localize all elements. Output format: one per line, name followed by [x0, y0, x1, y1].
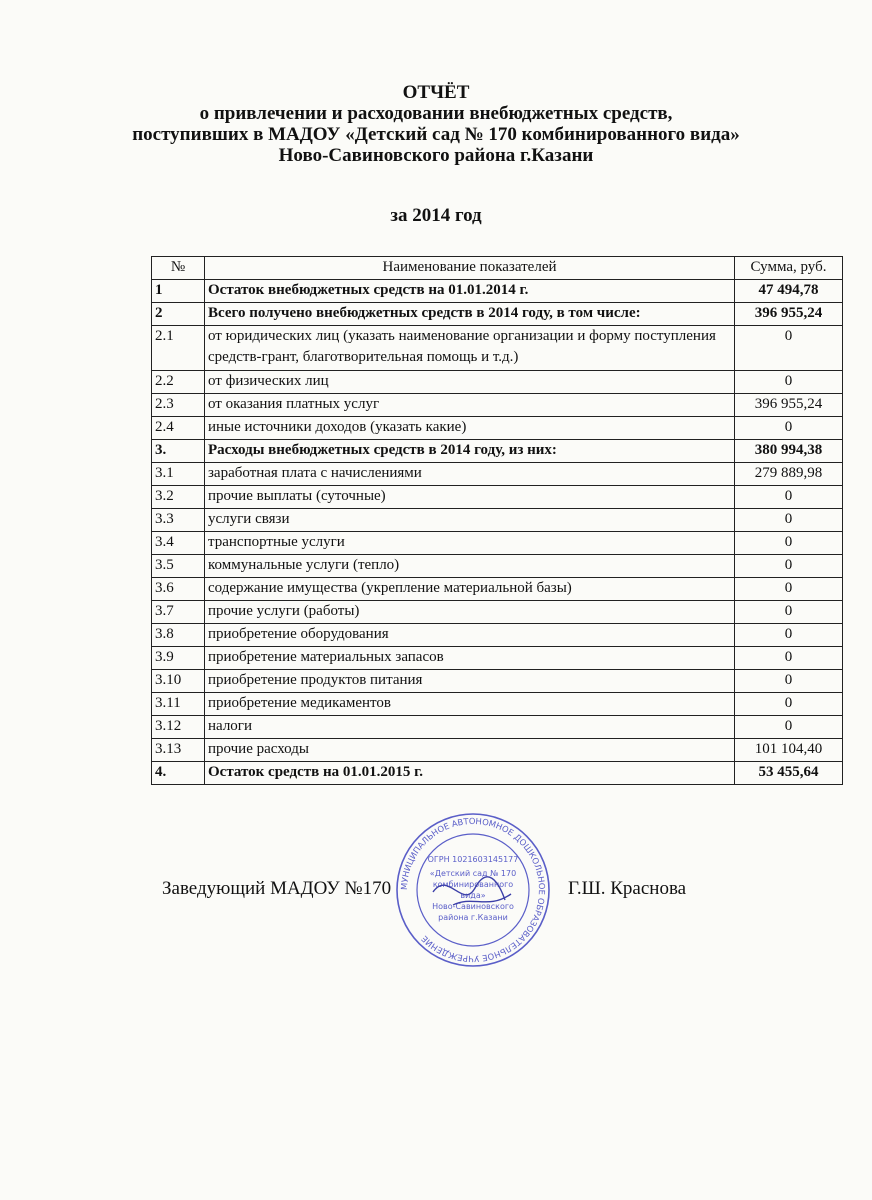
row-num: 1: [152, 280, 205, 303]
row-name: налоги: [205, 716, 735, 739]
stamp-line-1: «Детский сад № 170: [429, 869, 517, 878]
table-row: [152, 417, 843, 440]
row-num: 3.4: [152, 532, 205, 555]
row-sum: 0: [735, 486, 843, 509]
row-num: 3.13: [152, 739, 205, 762]
row-sum: 0: [735, 601, 843, 624]
table-row: [152, 739, 843, 762]
row-name: от оказания платных услуг: [205, 394, 735, 417]
row-num: 3.3: [152, 509, 205, 532]
title-line-2: о привлечении и расходовании внебюджетных средств,: [199, 103, 673, 124]
row-num: 4.: [152, 762, 205, 785]
row-num: 3.6: [152, 578, 205, 601]
row-sum: 396 955,24: [735, 394, 843, 417]
stamp-line-4: Ново-Савиновского: [432, 902, 514, 911]
table-row: [152, 463, 843, 486]
row-sum: 396 955,24: [735, 303, 843, 326]
title-line-4: Ново-Савиновского района г.Казани: [278, 145, 594, 166]
row-sum: 0: [735, 670, 843, 693]
row-name: прочие услуги (работы): [205, 601, 735, 624]
row-name: приобретение медикаментов: [205, 693, 735, 716]
row-name: Остаток средств на 01.01.2015 г.: [205, 762, 735, 785]
table-row: [152, 486, 843, 509]
row-sum: 0: [735, 624, 843, 647]
row-num: 2.1: [152, 326, 205, 371]
table-row: [152, 693, 843, 716]
director-position: Заведующий МАДОУ №170: [162, 878, 392, 899]
row-sum: 380 994,38: [735, 440, 843, 463]
table-row: [152, 762, 843, 785]
table-row: [152, 716, 843, 739]
organization-stamp: [393, 810, 553, 970]
report-table: [151, 256, 843, 785]
director-name: Г.Ш. Краснова: [568, 878, 687, 899]
row-sum: 0: [735, 578, 843, 601]
table-row: [152, 647, 843, 670]
row-num: 3.: [152, 440, 205, 463]
row-sum: 0: [735, 532, 843, 555]
table-row: [152, 509, 843, 532]
header-name: Наименование показателей: [205, 257, 735, 280]
table-row: [152, 280, 843, 303]
table-row: [152, 624, 843, 647]
row-num: 2.4: [152, 417, 205, 440]
row-sum: 53 455,64: [735, 762, 843, 785]
row-num: 3.7: [152, 601, 205, 624]
table-row: [152, 670, 843, 693]
row-sum: 0: [735, 555, 843, 578]
row-sum: 0: [735, 326, 843, 371]
table-row: [152, 440, 843, 463]
row-name: транспортные услуги: [205, 532, 735, 555]
stamp-line-3: вида»: [460, 891, 486, 900]
row-num: 2.2: [152, 371, 205, 394]
row-sum: 0: [735, 417, 843, 440]
row-num: 2.3: [152, 394, 205, 417]
table-row: [152, 601, 843, 624]
table-row: [152, 303, 843, 326]
row-num: 3.11: [152, 693, 205, 716]
row-name: от физических лиц: [205, 371, 735, 394]
row-name: услуги связи: [205, 509, 735, 532]
row-num: 3.2: [152, 486, 205, 509]
row-num: 3.12: [152, 716, 205, 739]
row-name: коммунальные услуги (тепло): [205, 555, 735, 578]
header-sum: Сумма, руб.: [735, 257, 843, 280]
row-sum: 0: [735, 371, 843, 394]
row-sum: 0: [735, 693, 843, 716]
table-row: [152, 394, 843, 417]
table-header-row: [152, 257, 843, 280]
row-name: Остаток внебюджетных средств на 01.01.2014 г.: [205, 280, 735, 303]
row-num: 3.10: [152, 670, 205, 693]
row-sum: 101 104,40: [735, 739, 843, 762]
row-sum: 279 889,98: [735, 463, 843, 486]
row-sum: 0: [735, 509, 843, 532]
row-num: 3.8: [152, 624, 205, 647]
row-name: приобретение материальных запасов: [205, 647, 735, 670]
row-name: иные источники доходов (указать какие): [205, 417, 735, 440]
row-num: 3.9: [152, 647, 205, 670]
row-name: заработная плата с начислениями: [205, 463, 735, 486]
row-name: содержание имущества (укрепление материальной базы): [205, 578, 735, 601]
row-num: 3.5: [152, 555, 205, 578]
row-name: прочие расходы: [205, 739, 735, 762]
title-line-1: ОТЧЁТ: [402, 82, 470, 103]
row-num: 3.1: [152, 463, 205, 486]
stamp-line-5: района г.Казани: [438, 913, 508, 922]
header-num: №: [152, 257, 205, 280]
row-num: 2: [152, 303, 205, 326]
row-name: приобретение продуктов питания: [205, 670, 735, 693]
table-row: [152, 371, 843, 394]
table-row: [152, 555, 843, 578]
stamp-outer-text: МУНИЦИПАЛЬНОЕ АВТОНОМНОЕ ДОШКОЛЬНОЕ ОБРАЗОВАТЕЛЬНОЕ УЧРЕЖДЕНИЕ: [398, 815, 548, 965]
row-name: Всего получено внебюджетных средств в 2014 году, в том числе:: [205, 303, 735, 326]
row-name: от юридических лиц (указать наименование организации и форму поступления средств-грант, благотворительная помощь и т.д.): [205, 326, 735, 371]
row-sum: 47 494,78: [735, 280, 843, 303]
row-name: приобретение оборудования: [205, 624, 735, 647]
row-sum: 0: [735, 716, 843, 739]
table-row: [152, 326, 843, 371]
table-row: [152, 532, 843, 555]
title-line-3: поступивших в МАДОУ «Детский сад № 170 комбинированного вида»: [132, 124, 740, 145]
stamp-ogrn: ОГРН 1021603145177: [427, 855, 519, 864]
row-sum: 0: [735, 647, 843, 670]
table-row: [152, 578, 843, 601]
stamp-line-2: комбинированного: [432, 880, 514, 889]
row-name: прочие выплаты (суточные): [205, 486, 735, 509]
row-name: Расходы внебюджетных средств в 2014 году, из них:: [205, 440, 735, 463]
report-period: за 2014 год: [390, 205, 482, 226]
report-title: [0, 82, 872, 166]
